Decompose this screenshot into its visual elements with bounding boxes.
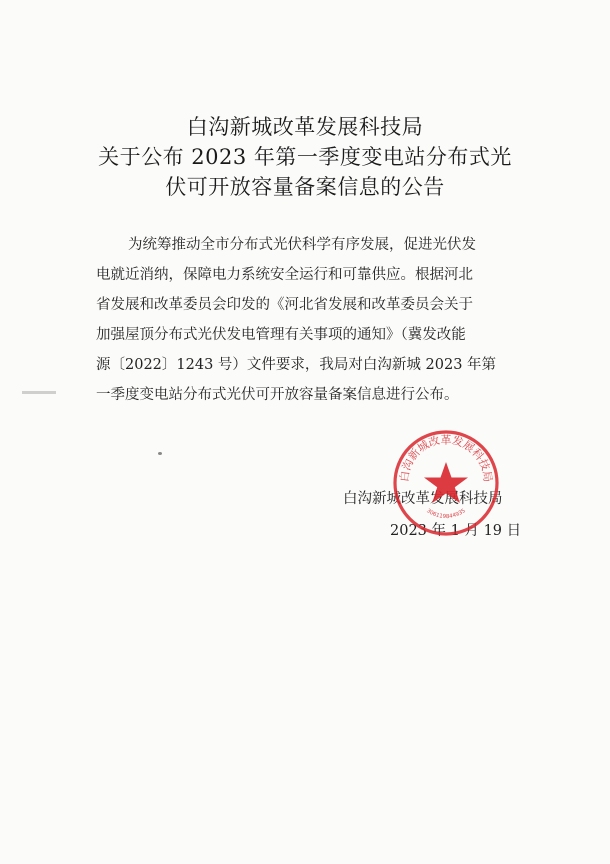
body-line-6: 一季度变电站分布式光伏可开放容量备案信息进行公布。 <box>96 387 459 403</box>
body-line-3: 省发展和改革委员会印发的《河北省发展和改革委员会关于 <box>96 297 473 313</box>
scan-dot <box>158 452 162 455</box>
seal-star-icon <box>424 462 468 503</box>
title-line-3: 伏可开放容量备案信息的公告 <box>165 175 445 199</box>
seal-code-text <box>425 508 467 520</box>
body-line-2: 电就近消纳，保障电力系统安全运行和可靠供应。根据河北 <box>96 267 473 283</box>
body-line-4: 加强屋顶分布式光伏发电管理有关事项的通知》（冀发改能 <box>96 327 466 343</box>
seal-code-path: 306119844935 <box>425 508 467 521</box>
seal-ring-text-path: 白沟新城改革发展科技局 <box>397 433 495 483</box>
official-seal-stamp <box>391 428 501 538</box>
scan-smudge <box>22 390 56 396</box>
body-line-1: 为统筹推动全市分布式光伏科学有序发展，促进光伏发 <box>128 237 476 253</box>
title-line-2: 关于公布 2023 年第一季度变电站分布式光 <box>98 145 512 169</box>
body-line-5: 源〔2022〕1243 号）文件要求，我局对白沟新城 2023 年第 <box>96 357 497 373</box>
signature-date: 2023 年 1 月 19 日 <box>390 523 522 539</box>
signature-organization: 白沟新城改革发展科技局 <box>343 491 503 507</box>
title-line-1: 白沟新城改革发展科技局 <box>186 115 424 139</box>
